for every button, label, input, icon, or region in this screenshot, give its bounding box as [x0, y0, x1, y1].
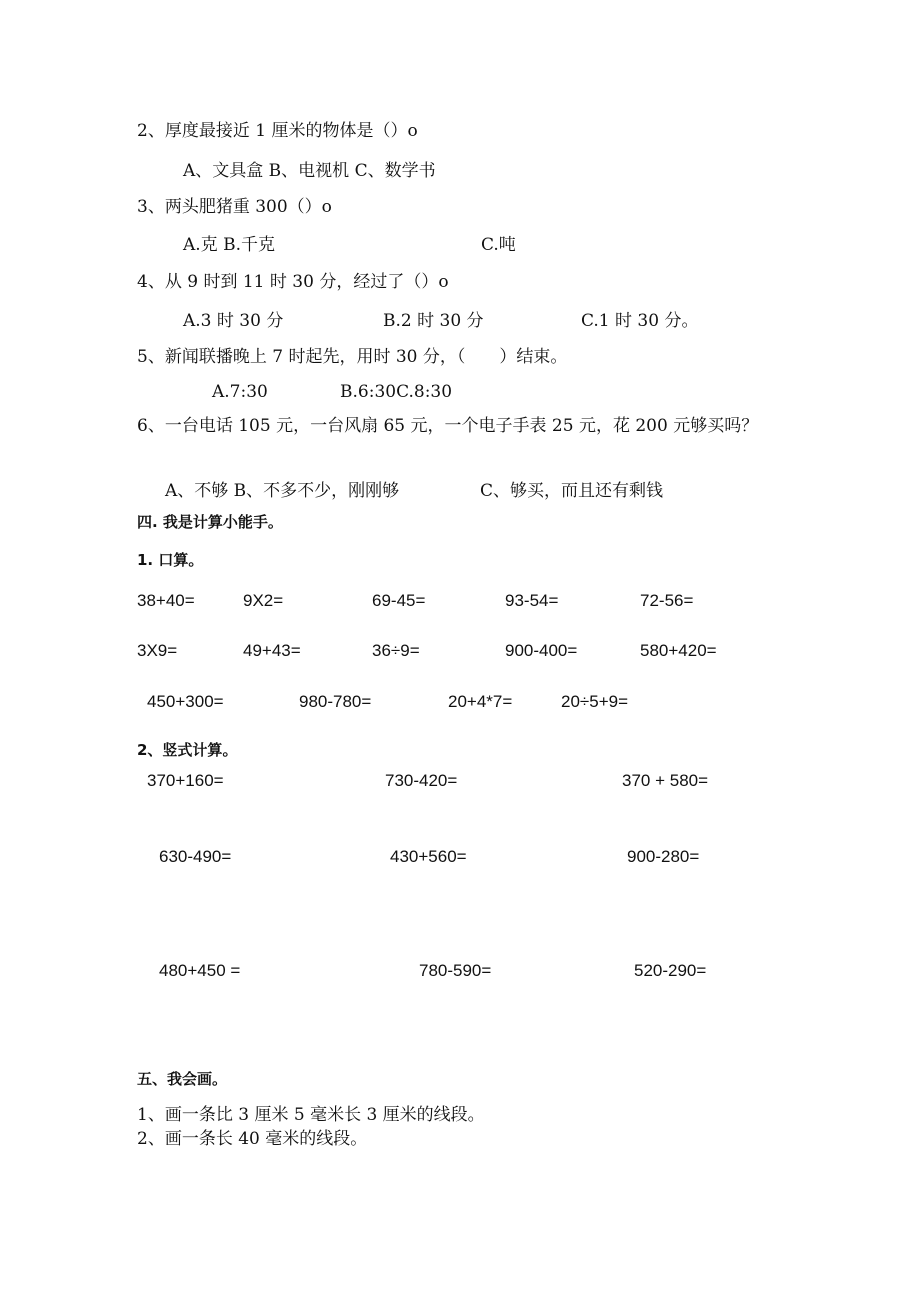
oral-item: 900-400=: [505, 641, 578, 660]
oral-item: 9X2=: [243, 591, 284, 610]
question-4-option-a: A.3 时 30 分: [183, 311, 284, 331]
vertical-item: 520-290=: [634, 961, 707, 980]
question-2-text: 2、厚度最接近 1 厘米的物体是（）o: [137, 121, 418, 141]
oral-item: 20+4*7=: [448, 692, 513, 711]
vertical-item: 370 + 580=: [622, 771, 709, 790]
vertical-item: 780-590=: [419, 961, 492, 980]
oral-item: 93-54=: [505, 591, 559, 610]
oral-item: 450+300=: [147, 692, 224, 711]
vertical-item: 730-420=: [385, 771, 458, 790]
oral-calc-title: 1. 口算。: [137, 551, 204, 569]
vertical-item: 430+560=: [390, 847, 467, 866]
question-6-text: 6、一台电话 105 元，一台风扇 65 元，一个电子手表 25 元，花 200 元够买吗？: [137, 416, 759, 436]
question-5-option-bc: B.6:30C.8:30: [340, 382, 453, 402]
question-3-option-c: C.吨: [481, 235, 516, 255]
oral-item: 49+43=: [243, 641, 301, 660]
vertical-item: 630-490=: [159, 847, 232, 866]
oral-item: 38+40=: [137, 591, 195, 610]
section-4-title: 四. 我是计算小能手。: [137, 513, 283, 531]
oral-item: 20÷5+9=: [561, 692, 629, 711]
draw-question-2: 2、画一条长 40 毫米的线段。: [137, 1129, 368, 1149]
question-4-option-b: B.2 时 30 分: [383, 311, 484, 331]
oral-item: 580+420=: [640, 641, 717, 660]
vertical-item: 480+450 =: [159, 961, 241, 980]
vertical-calc-title: 2、竖式计算。: [137, 741, 238, 759]
question-5-option-a: A.7:30: [212, 382, 268, 402]
section-5-title: 五、我会画。: [137, 1070, 228, 1088]
oral-item: 69-45=: [372, 591, 426, 610]
question-6-option-c: C、够买，而且还有剩钱: [480, 481, 664, 501]
question-3-text: 3、两头肥猪重 300（）o: [137, 197, 332, 217]
oral-item: 36÷9=: [372, 641, 420, 660]
question-2-options: A、文具盒 B、电视机 C、数学书: [183, 161, 436, 181]
vertical-item: 370+160=: [147, 771, 224, 790]
question-4-text: 4、从 9 时到 11 时 30 分，经过了（）o: [137, 272, 449, 292]
oral-item: 72-56=: [640, 591, 694, 610]
question-6-option-ab: A、不够 B、不多不少，刚刚够: [165, 481, 400, 501]
draw-question-1: 1、画一条比 3 厘米 5 毫米长 3 厘米的线段。: [137, 1105, 485, 1125]
question-4-option-c: C.1 时 30 分。: [581, 311, 699, 331]
oral-item: 980-780=: [299, 692, 372, 711]
question-3-option-ab: A.克 B.千克: [183, 235, 275, 255]
oral-item: 3X9=: [137, 641, 178, 660]
vertical-item: 900-280=: [627, 847, 700, 866]
question-5-text: 5、新闻联播晚上 7 时起先，用时 30 分，（ ）结束。: [137, 347, 568, 367]
